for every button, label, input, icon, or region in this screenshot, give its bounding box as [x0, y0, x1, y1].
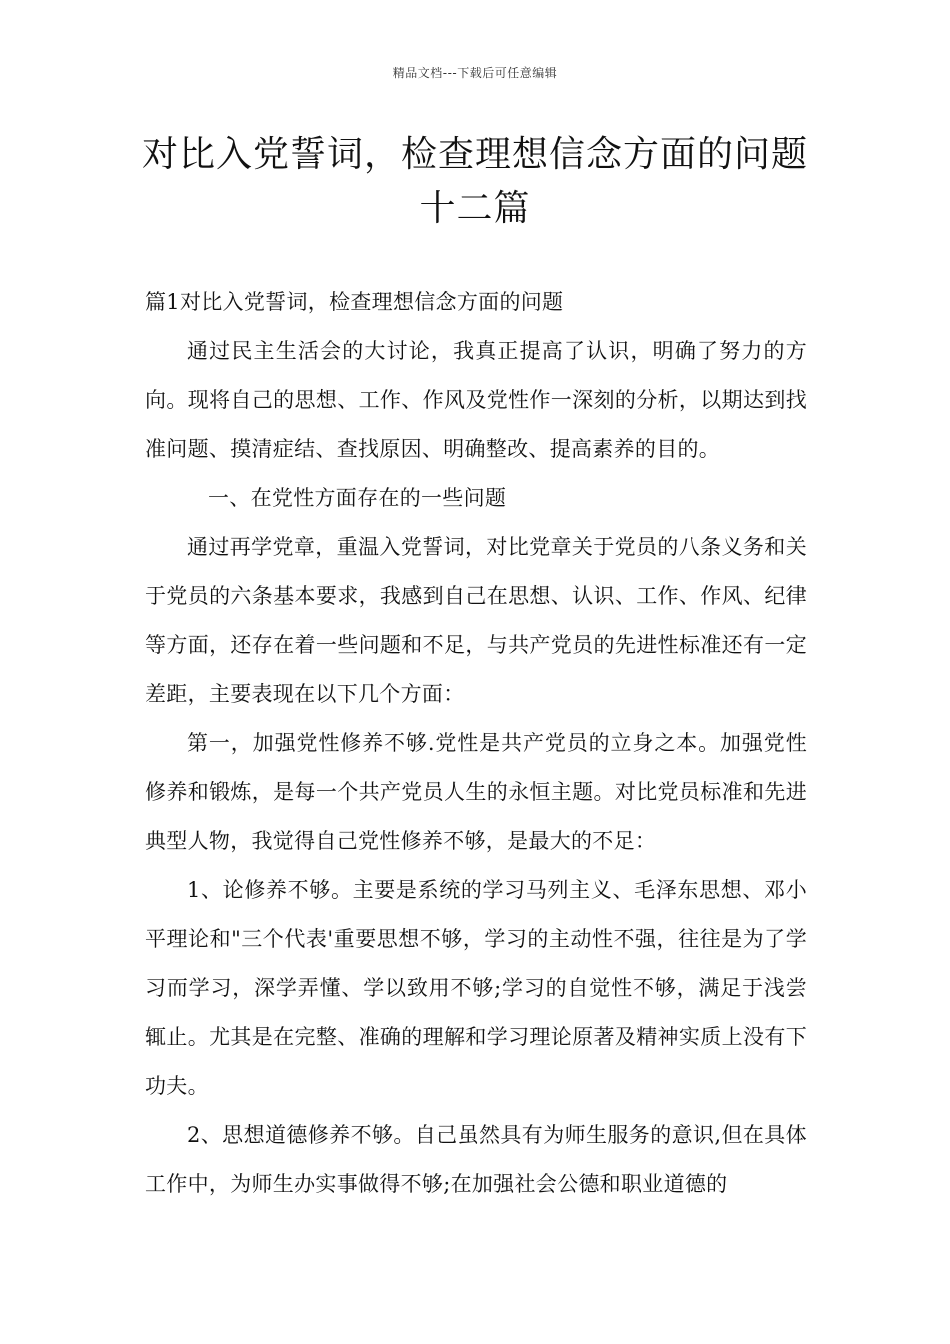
paragraph-item-1: 1、论修养不够。主要是系统的学习马列主义、毛泽东思想、邓小平理论和"三个代表'重要思想不够，学习的主动性不强，往往是为了学习而学习，深学弄懂、学以致用不够;学习的自觉性不够，满足于浅尝辄止。尤其是在完整、准确的理解和学习理论原著及精神实质上没有下功夫。 [145, 878, 807, 1098]
section-heading: 一、在党性方面存在的一些问题 [208, 486, 507, 510]
document-title: 对比入党誓词，检查理想信念方面的问题十二篇 [141, 134, 808, 229]
header-note: 精品文档---下载后可任意编辑 [392, 66, 558, 80]
subheading: 篇1对比入党誓词，检查理想信念方面的问题 [145, 290, 564, 314]
paragraph-overview: 通过再学党章，重温入党誓词，对比党章关于党员的八条义务和关于党员的六条基本要求，我感到自己在思想、认识、工作、作风、纪律等方面，还存在着一些问题和不足，与共产党员的先进性标准还有一定差距，主要表现在以下几个方面： [145, 535, 807, 706]
document-body [145, 278, 807, 1209]
paragraph-intro: 通过民主生活会的大讨论，我真正提高了认识，明确了努力的方向。现将自己的思想、工作、作风及党性作一深刻的分析，以期达到找准问题、摸清症结、查找原因、明确整改、提高素养的目的。 [145, 339, 807, 461]
paragraph-item-2: 2、思想道德修养不够。自己虽然具有为师生服务的意识,但在具体工作中，为师生办实事做得不够;在加强社会公德和职业道德的 [145, 1123, 807, 1196]
paragraph-first-point: 第一，加强党性修养不够.党性是共产党员的立身之本。加强党性修养和锻炼，是每一个共产党员人生的永恒主题。对比党员标准和先进典型人物，我觉得自己党性修养不够，是最大的不足： [145, 731, 807, 853]
